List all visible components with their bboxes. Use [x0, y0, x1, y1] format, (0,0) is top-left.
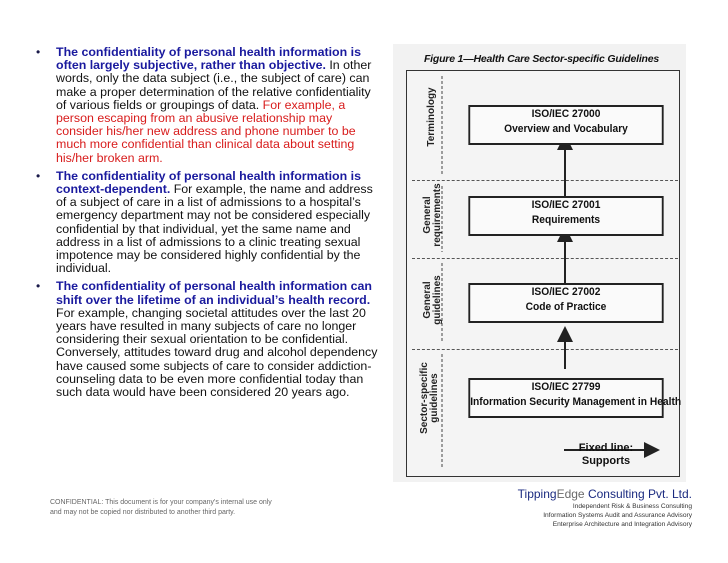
bullet-lead: The confidentiality of personal health information is context-dependent. — [56, 168, 361, 197]
box-iso-27002: ISO/IEC 27002 Code of Practice — [468, 283, 663, 323]
bullet-lead: The confidentiality of personal health information is often largely subjective, rather than objective. — [56, 45, 361, 73]
figure-legend: Fixed line: Supports — [578, 442, 634, 467]
company-brand — [432, 487, 692, 529]
bullet-list — [36, 46, 378, 404]
company-name: TippingEdge Consulting Pvt. Ltd. — [517, 487, 692, 501]
figure-title: Figure 1—Health Care Sector-specific Guidelines — [423, 53, 660, 65]
label-general-guidelines: General guidelines — [422, 275, 443, 325]
bullet-example: For example, a person escaping from an abusive relationship may consider his/her new address and phone number to be much more confidential than clinical data about setting his/her broken arm. — [56, 97, 356, 165]
confidentiality-notice: CONFIDENTIAL: This document is for your company's internal use only and may not be copied nor distributed to another third party. — [50, 499, 272, 516]
company-tagline: Enterprise Architecture and Integration Advisory — [552, 521, 692, 528]
box-iso-27799: ISO/IEC 27799 Information Security Management in Health — [468, 378, 663, 418]
company-tagline: Information Systems Audit and Assurance Advisory — [543, 512, 692, 519]
bullet-body: For example, the name and address of a subject of care in a list of admissions to a hospital’s emergency department may not be considered especially confidential by that individual, yet the same name and address in a list of admissions to a clinic treating sexual impotence may be considered highly confidential by the individual. — [56, 182, 373, 276]
label-general-requirements: General requirements — [422, 183, 443, 247]
label-terminology: Terminology — [426, 87, 437, 147]
label-sector-specific: Sector-specific guidelines — [419, 362, 440, 434]
box-iso-27000: ISO/IEC 27000 Overview and Vocabulary — [468, 105, 663, 145]
bullet-item-subjective — [36, 46, 378, 165]
bullet-item-lifetime — [36, 280, 378, 399]
bullet-body: In other words, only the data subject (i.e., the subject of care) can make a proper determination of the relative confidentiality of various fields or groupings of data. — [56, 58, 372, 112]
bullet-body: For example, changing societal attitudes over the last 20 years have resulted in many subjects of care no longer considering their sexual orientation to be confidential. Conversely, attitudes toward drug and alcohol dependency have caused some subjects of care to consider addiction-counseling data to be even more confidential today than such data would have been considered 20 years ago. — [56, 305, 378, 400]
box-iso-27001: ISO/IEC 27001 Requirements — [468, 196, 663, 236]
company-tagline: Independent Risk & Business Consulting — [572, 503, 692, 510]
bullet-lead: The confidentiality of personal health information can shift over the lifetime of an individual’s health record. — [56, 279, 372, 307]
bullet-item-context — [36, 170, 378, 276]
